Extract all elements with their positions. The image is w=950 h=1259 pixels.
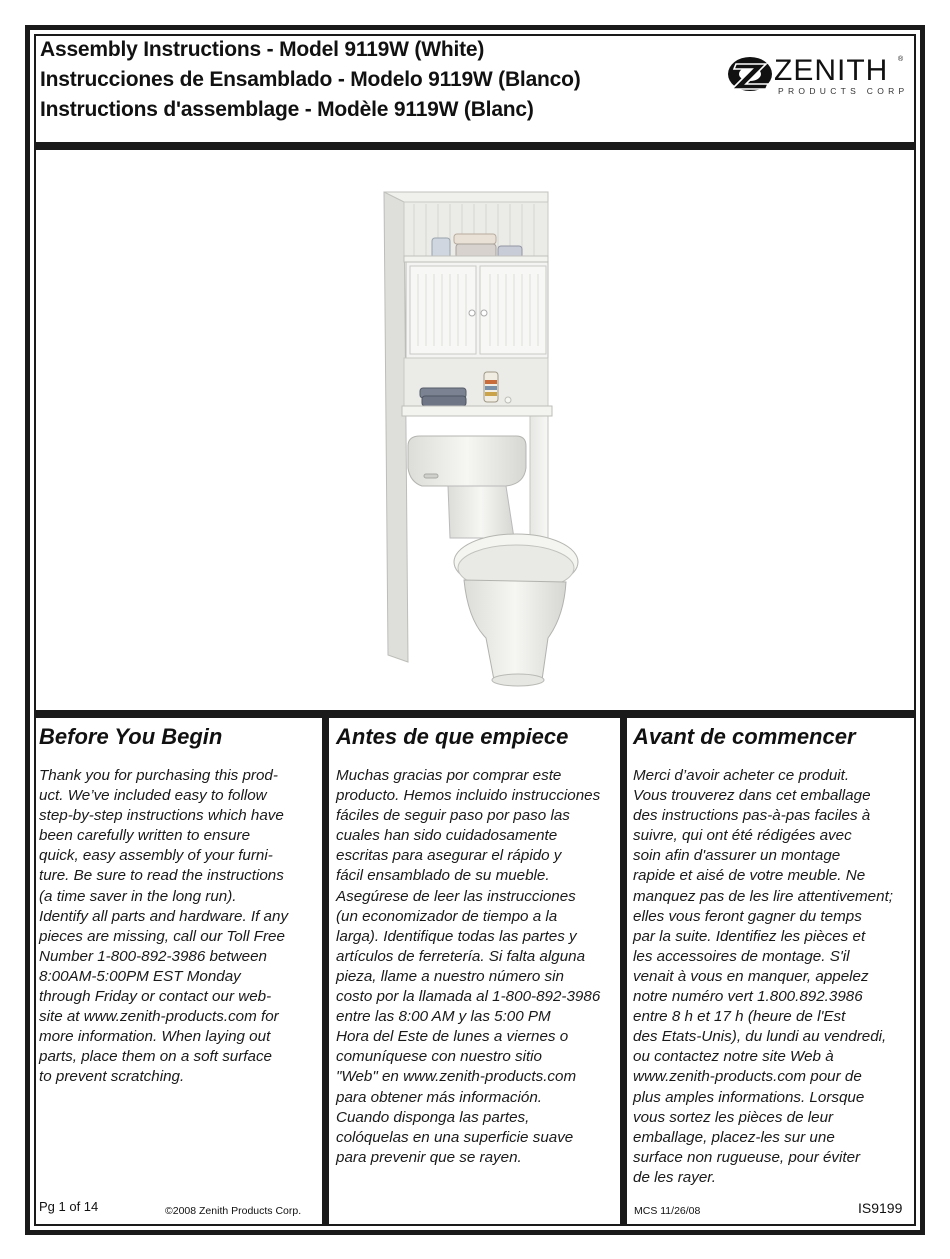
- column-spanish: [333, 718, 619, 1224]
- header-divider: [36, 142, 914, 150]
- title-english: Assembly Instructions - Model 9119W (White): [40, 38, 485, 61]
- zenith-logo: [726, 48, 909, 104]
- paragraph-spanish: Muchas gracias por comprar este producto. Hemos incluido instrucciones fáciles de seguir paso por paso las cuales han sido cuidadosamente escritas para asegurar el rápido y fácil ensamblado de su mueble. Asegúrese de leer las instrucciones (un economizador de tiempo a la larga). Identifique todas las partes y artículos de ferretería. Si falta alguna pieza, llame a nuestro número sin costo por la llamada al 1-800-892-3986 entre las 8:00 AM y las 5:00 PM Hora del Este de lunes a viernes o comuníquese con nuestro sitio "Web" en www.zenith-products.com para obtener más información. Cuando disponga las partes, colóquelas en una superficie suave para prevenir que se rayen.: [336, 767, 601, 1166]
- revision-date: MCS 11/26/08: [634, 1205, 701, 1217]
- paragraph-english: Thank you for purchasing this prod- uct. We’ve included easy to follow step-by-step instructions which have been carefully written to ensure quick, easy assembly of your furni- ture. Be sure to read the instructions (a time saver in the long run). Identify all parts and hardware. If any pieces are missing, call our Toll Free Number 1-800-892-3986 between 8:00AM-5:00PM EST Monday through Friday or contact our web- site at www.zenith-products.com for more information. When laying out parts, place them on a soft surface to prevent scratching.: [39, 767, 289, 1086]
- page-number: Pg 1 of 14: [39, 1199, 99, 1214]
- logo-brand-text: ZENITH: [774, 54, 889, 87]
- copyright-notice: ©2008 Zenith Products Corp.: [165, 1205, 302, 1217]
- title-french: Instructions d'assemblage - Modèle 9119W (Blanc): [40, 98, 534, 121]
- column-english: [36, 718, 322, 1224]
- document-code: IS9199: [858, 1200, 903, 1216]
- column-divider: [322, 718, 329, 1224]
- page-header: [36, 36, 914, 142]
- heading-avant-de-commencer: Avant de commencer: [633, 724, 856, 749]
- zenith-swoosh-icon: [726, 52, 778, 96]
- column-divider: [620, 718, 627, 1224]
- photo-divider: [36, 710, 914, 718]
- heading-antes-de-que-empiece: Antes de que empiece: [336, 724, 569, 749]
- column-french: [630, 718, 914, 1224]
- title-spanish: Instrucciones de Ensamblado - Modelo 9119W (Blanco): [40, 68, 581, 91]
- logo-subtitle: PRODUCTS CORP: [778, 86, 909, 96]
- logo-registered-mark: ®: [898, 56, 904, 63]
- product-photo: [36, 150, 914, 710]
- heading-before-you-begin: Before You Begin: [39, 724, 223, 749]
- space-saver-cabinet-illustration: [36, 150, 914, 710]
- paragraph-french: Merci d’avoir acheter ce produit. Vous trouverez dans cet emballage des instructions pas-à-pas faciles à suivre, qui ont été rédigées avec soin afin d'assurer un montage rapide et aisé de votre meuble. Ne manquez pas de les lire attentivement; elles vous feront gagner du temps par la suite. Identifiez les pièces et les accessoires de montage. S'il venait à vous en manquer, appelez notre numéro vert 1.800.892.3986 entre 8 h et 17 h (heure de l'Est des Etats-Unis), du lundi au vendredi, ou contactez notre site Web à www.zenith-products.com pour de plus amples informations. Lorsque vous sortez les pièces de leur emballage, placez-les sur une surface non rugueuse, pour éviter de les rayer.: [633, 767, 894, 1186]
